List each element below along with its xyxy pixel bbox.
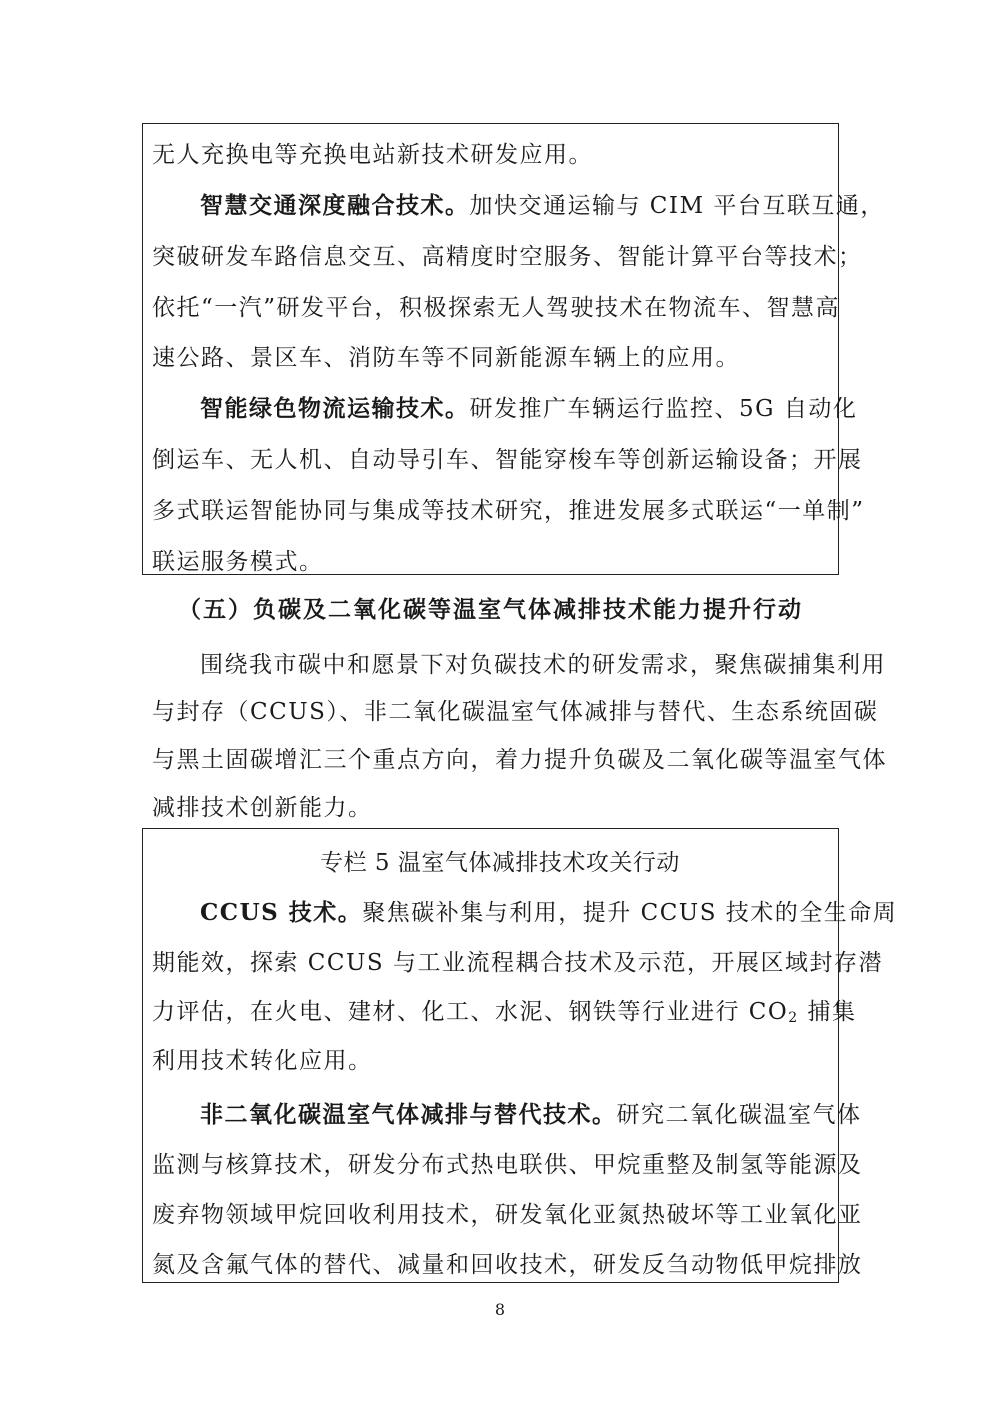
box2-item-1-title: CCUS 技术。 xyxy=(200,899,363,926)
section-heading: （五）负碳及二氧化碳等温室气体减排技术能力提升行动 xyxy=(178,596,803,623)
box1-item-1-title: 智慧交通深度融合技术。 xyxy=(200,192,470,219)
box2-item-1-line-1 xyxy=(200,898,897,928)
box1-item-2-title: 智能绿色物流运输技术。 xyxy=(200,395,470,422)
box1-item-1-text: 加快交通运输与 CIM 平台互联互通， xyxy=(469,193,885,219)
section-para-line-4: 减排技术创新能力。 xyxy=(152,795,373,821)
box1-item-2-text: 研发推广车辆运行监控、5G 自动化 xyxy=(469,396,858,422)
page-number: 8 xyxy=(494,1300,506,1319)
box2-item-1-text: 聚焦碳补集与利用，提升 CCUS 技术的全生命周 xyxy=(362,900,898,926)
box1-item-1-line-2: 突破研发车路信息交互、高精度时空服务、智能计算平台等技术； xyxy=(152,244,863,270)
box1-item-2-line-3: 多式联运智能协同与集成等技术研究，推进发展多式联运“一单制” xyxy=(152,498,865,524)
box2-item-1-line-3-text: 力评估，在火电、建材、化工、水泥、钢铁等行业进行 CO xyxy=(152,999,789,1025)
box1-item-1-line-3: 依托“一汽”研发平台，积极探索无人驾驶技术在物流车、智慧高 xyxy=(152,295,841,321)
box1-line-1: 无人充换电等充换电站新技术研发应用。 xyxy=(152,142,593,168)
box1-item-2-line-4: 联运服务模式。 xyxy=(152,549,324,575)
section-para-line-2: 与封存（CCUS）、非二氧化碳温室气体减排与替代、生态系统固碳 xyxy=(152,699,879,725)
box1-item-2-line-1 xyxy=(200,394,857,424)
box2-item-2-line-3: 废弃物领域甲烷回收利用技术，研发氧化亚氮热破坏等工业氧化亚 xyxy=(152,1202,863,1228)
co2-subscript: 2 xyxy=(788,1010,799,1026)
box2-item-1-line-2: 期能效，探索 CCUS 与工业流程耦合技术及示范，开展区域封存潜 xyxy=(152,950,883,976)
box2-item-2-title: 非二氧化碳温室气体减排与替代技术。 xyxy=(200,1101,617,1128)
box1-item-1-line-1 xyxy=(200,191,885,221)
box2-item-1-line-4: 利用技术转化应用。 xyxy=(152,1048,373,1074)
box2-item-2-line-4: 氮及含氟气体的替代、减量和回收技术，研发反刍动物低甲烷排放 xyxy=(152,1252,863,1278)
box2-item-2-line-1 xyxy=(200,1100,862,1130)
box2-item-2-line-2: 监测与核算技术，研发分布式热电联供、甲烷重整及制氢等能源及 xyxy=(152,1152,863,1178)
box2-item-2-text: 研究二氧化碳温室气体 xyxy=(616,1102,862,1128)
box1-item-2-line-2: 倒运车、无人机、自动导引车、智能穿梭车等创新运输设备；开展 xyxy=(152,447,863,473)
section-para-line-1: 围绕我市碳中和愿景下对负碳技术的研发需求，聚焦碳捕集利用 xyxy=(200,652,886,678)
section-para-line-3: 与黑土固碳增汇三个重点方向，着力提升负碳及二氧化碳等温室气体 xyxy=(152,747,887,773)
box1-item-1-line-4: 速公路、景区车、消防车等不同新能源车辆上的应用。 xyxy=(152,345,740,371)
box2-caption: 专栏 5 温室气体减排技术攻关行动 xyxy=(320,850,680,876)
box2-item-1-line-3 xyxy=(152,997,857,1027)
box2-item-1-line-3-end: 捕集 xyxy=(798,999,857,1025)
